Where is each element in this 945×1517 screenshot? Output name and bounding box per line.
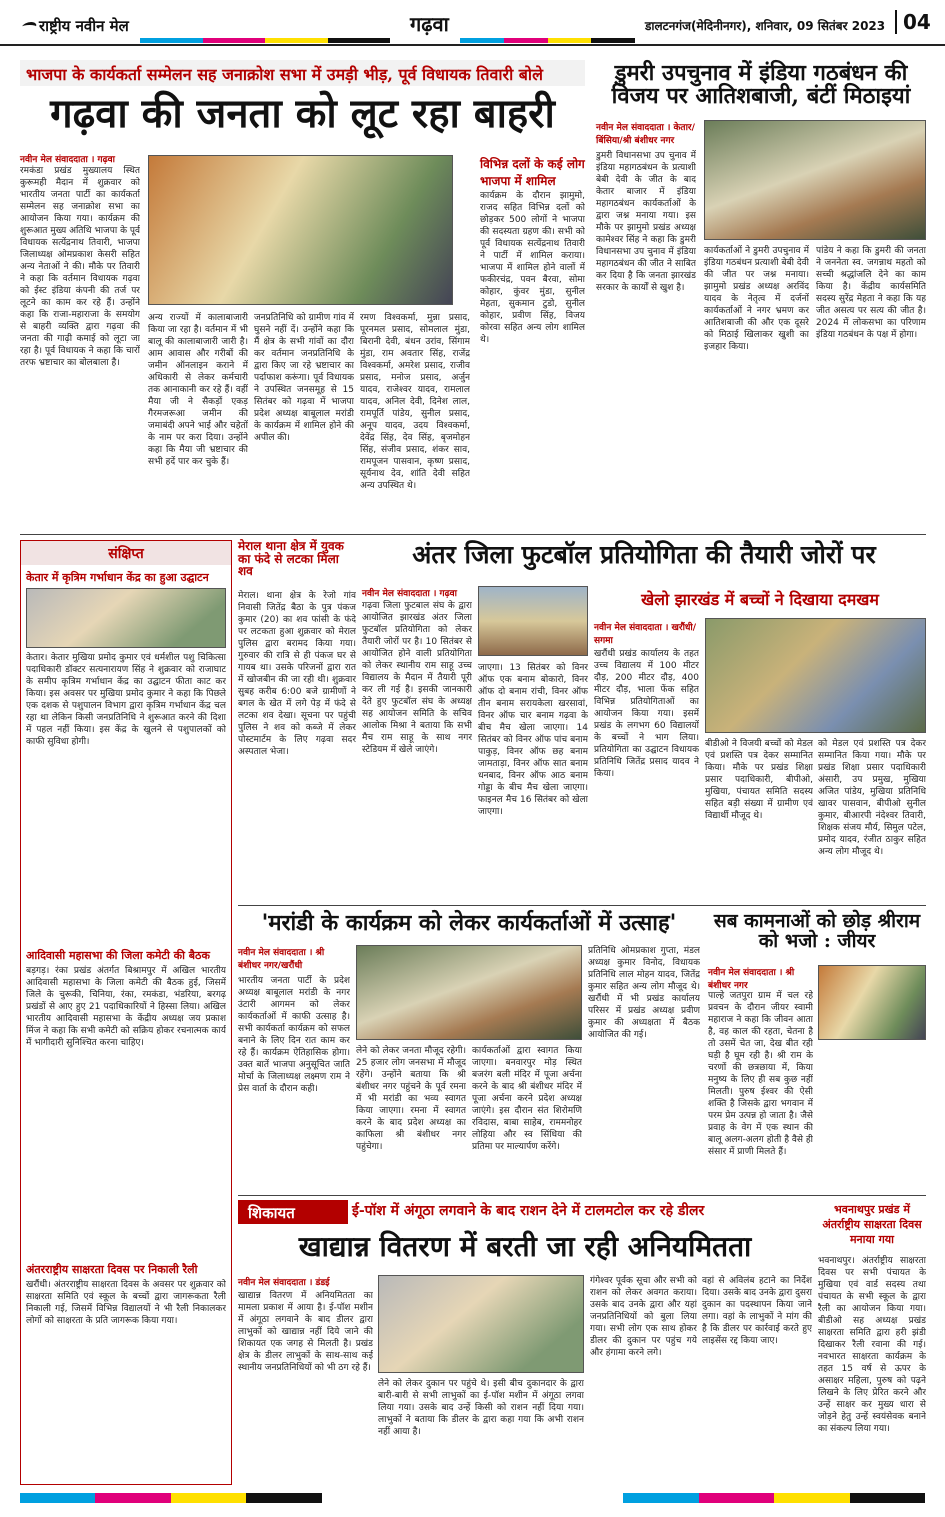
adivasi-body: बड़गड़। रंका प्रखंड अंतर्गत बिश्रामपुर में अखिल भारतीय आदिवासी महासभा के जिला कमेटी की बैठक हुई, जिसमें जिले के चुरूकी, चिनिया, रंका, रमकंडा, भंडरिया, बरगढ़ प्रखंडों से आए हुए 21 पदाधिकारियों ने हिस्सा लिया। अखिल भारतीय आदिवासी महासभा के केंद्रीय अध्यक्ष जय प्रकाश मिंज ने कहा कि सभी कमेटी को सक्रिय होकर रचनात्मक कार्य में भागीदारी सुनिश्चित करना चाहिए। <box>26 966 226 1048</box>
lead-subheading: विभिन्न दलों के कई लोग भाजपा में शामिल <box>480 157 585 188</box>
color-stripe-right <box>460 38 635 43</box>
khelo-photo <box>705 618 926 733</box>
khelo-col-1: खरौंधी प्रखंड कार्यालय के तहत उच्च विद्यालय में 100 मीटर दौड़, 200 मीटर दौड़, 400 मीटर दौड़, भाला फेंक सहित विभिन्न प्रतियोगिताओं का आयोजन किया गया। इसमें प्रखंड के लगभग 60 विद्यालयों के बच्चों ने भाग लिया। प्रतियोगिता का उद्घाटन विधायक प्रतिनिधि जितेंद्र प्रसाद यादव ने किया। <box>594 649 699 779</box>
khelo-byline: नवीन मेल संवाददाता । खरौंधी/सगमा <box>594 623 697 646</box>
dumri-col-1: डुमरी विधानसभा उप चुनाव में इंडिया महागठबंधन के प्रत्याशी बेबी देवी के जीत के बाद केतार बाजार में इंडिया महागठबंधन कार्यकर्ताओं के द्वारा जश्न मनाया गया। इस मौके पर झामुमो प्रखंड अध्यक्ष कामेश्वर सिंह ने कहा कि डुमरी विधानसभा उप चुनाव में इंडिया महागठबंधन की जीत ने साबित कर दिया है कि जनता झारखंड सरकार के कार्यों से खुश है। <box>596 151 696 293</box>
divider-3 <box>238 1195 926 1196</box>
page-number: 04 <box>895 10 931 34</box>
literacy-body: खरौंधी। अंतरराष्ट्रीय साक्षरता दिवस के अवसर पर शुक्रवार को साक्षरता समिति एवं स्कूल के बच्चों द्वारा जागरूकता रैली निकाली गई, जिसमें विभिन्न विद्यालयों ने भी रैली निकालकर लोगों को साक्षरता के प्रति जागरूक किया गया। <box>26 1280 226 1326</box>
lead-col-1: रमकंडा प्रखंड मुख्यालय स्थित कुरूमही मैदान में शुक्रवार को भारतीय जनता पार्टी का कार्यकर्ता सम्मेलन सह जनाक्रोश सभा का आयोजन किया गया। कार्यक्रम की शुरूआत मुख्य अतिथि भाजपा के पूर्व विधायक सत्येंद्रनाथ तिवारी, भाजपा जिलाध्यक्ष ओमप्रकाश केसरी सहित अन्य नेताओं ने की। मौके पर तिवारी ने कहा कि वर्तमान विधायक गढ़वा को ईस्ट इंडिया कंपनी की तर्ज पर लूटने का काम कर रहे हैं। उन्होंने कहा कि राजा-महाराजा के समयोग से बाहरी व्यक्ति द्वारा गढ़वा की जनता की गाढ़ी कमाई को लूटा जा रहा है। पूर्व विधायक ने कहा कि चारों तरफ भ्रष्टाचार का बोलबाला है। <box>20 166 140 368</box>
ration-kicker: शिकायत <box>238 1200 348 1224</box>
khelo-col-2: बीडीओ ने विजयी बच्चों को मेडल एवं प्रशस्ति पत्र देकर सम्मानित किया। मौके पर प्रखंड शिक्षा प्रसार पदाधिकारी, बीपीओ, मुखिया, पंचायत समिति सदस्य सहित बड़ी संख्या में ग्रामीण एवं विद्यार्थी मौजूद थे। <box>705 739 813 821</box>
ration-headline: खाद्यान्न वितरण में बरती जा रही अनियमितता <box>298 1230 752 1263</box>
marandi-col-2: लेने को लेकर जनता मौजूद रहेगी। 25 हजार लोग जनसभा में मौजूद रहेंगे। उन्होंने बताया कि श्री बंशीधर नगर पहुंचने के पूर्व रमना में भी मरांडी का भव्य स्वागत किया जाएगा। रमना में स्वागत करने के बाद प्रदेश अध्यक्ष का काफिला श्री बंशीधर नगर पहुंचेगा। <box>356 1046 466 1152</box>
ration-byline: नवीन मेल संवाददाता । डंडई <box>238 1278 330 1288</box>
bottom-color-bar <box>20 1493 925 1503</box>
section-title: गढ़वा <box>410 12 449 36</box>
lead-col-2: अन्य राज्यों में कालाबाजारी किया जा रहा है। वर्तमान में भी बालू की कालाबाजारी जारी है। आम आवास और गरीबों की जमीन ऑनलाइन कराने में अधिकारी से लेकर कर्मचारी तक आनाकानी कर रहे हैं। वहीं मैया जी ने सैकड़ों एकड़ गैरमजरूआ जमीन की जमाबंदी अपने भाई और चहेतों के नाम पर करा दिया। उन्होंने कहा कि मैया जी भ्रष्टाचार की सभी हदें पार कर चुके हैं। <box>148 313 248 467</box>
lead-headline: गढ़वा की जनता को लूट रहा बाहरी <box>50 90 555 137</box>
marandi-byline: नवीन मेल संवाददाता । श्री बंशीधर नगर/खरौंधी <box>238 948 325 971</box>
divider-2 <box>238 905 926 906</box>
marandi-col-4: प्रतिनिधि ओमप्रकाश गुप्ता, मंडल अध्यक्ष कुमार विनोद, विधायक प्रतिनिधि लाल मोहन यादव, जितेंद्र कुमार सहित अन्य लोग मौजूद थे। खरौंधी में भी प्रखंड कार्यालय परिसर में प्रखंड अध्यक्ष प्रवीण कुमार की अध्यक्षता में बैठक आयोजित की गई। <box>588 946 700 1040</box>
dateline: डालटनगंज(मेदिनीनगर), शनिवार, 09 सितंबर 2023 <box>645 19 886 33</box>
dumri-byline: नवीन मेल संवाददाता । केतार/बिंसिया/श्री बंशीधर नगर <box>596 123 695 146</box>
lead-col-3: जनप्रतिनिधि को ग्रामीण गांव में घुसने नहीं दें। उन्होंने कहा कि मैं क्षेत्र के सभी गांवों का दौरा कर वर्तमान जनप्रतिनिधि के द्वारा किए जा रहे भ्रष्टाचार का पर्दाफाश करूंगा। पूर्व विधायक ने उपस्थित जनसमूह से 15 सितंबर को गढ़वा में भाजपा प्रदेश अध्यक्ष बाबूलाल मरांडी के कार्यक्रम में शामिल होने की अपील की। <box>254 313 354 443</box>
football-col-2: जाएगा। 13 सितंबर को विनर ऑफ एक बनाम बोकारो, विनर ऑफ दो बनाम रांची, विनर ऑफ तीन बनाम सरायकेला खरसावां, विनर ऑफ चार बनाम गढ़वा के बीच मैच खेला जाएगा। 14 सितंबर को विनर ऑफ पांच बनाम पाकुड़, विनर ऑफ छह बनाम जामताड़ा, विनर ऑफ सात बनाम धनबाद, विनर ऑफ आठ बनाम गोड्डा के बीच मैच खेला जाएगा। फाइनल मैच 16 सितंबर को खेला जाएगा। <box>478 663 588 817</box>
ration-photo <box>378 1275 584 1373</box>
meral-body: मेराल। थाना क्षेत्र के रेजो गांव निवासी जितेंद्र बैठा के पुत्र पंकज कुमार (20) का शव फांसी के फंदे पर लटकता हुआ शुक्रवार को मेराल पुलिस द्वारा बरामद किया गया। गुरुवार की रात्रि से ही पंकज घर से गायब था। उसके परिजनों द्वारा रात में खोजबीन की जा रही थी। शुक्रवार सुबह करीब 6:00 बजे ग्रामीणों ने बगल के खेत में लगे पेड़ में फंदे से लटका शव देखा। सूचना पर पहुंची पुलिस ने शव को कब्जे में लेकर पोस्टमार्टम के लिए गढ़वा सदर अस्पताल भेजा। <box>238 591 356 757</box>
marandi-col-1: भारतीय जनता पार्टी के प्रदेश अध्यक्ष बाबूलाल मरांडी के नगर उंटारी आगमन को लेकर कार्यकर्ताओं में काफी उत्साह है। सभी कार्यकर्ता कार्यक्रम को सफल बनाने के लिए दिन रात काम कर रहे हैं। कार्यक्रम ऐतिहासिक होगा। उक्त बातें भाजपा अनुसूचित जाति मोर्चा के जिलाध्यक्ष लक्ष्मण राम ने प्रेस वार्ता के दौरान कही। <box>238 976 350 1094</box>
meral-headline: मेराल थाना क्षेत्र में युवक का फंदे से लटका मिला शव <box>238 539 344 579</box>
color-stripe-left <box>140 38 390 43</box>
divider-1 <box>20 534 926 535</box>
dumri-photo-1 <box>704 120 926 240</box>
logo-text: राष्ट्रीय नवीन मेल <box>39 17 129 35</box>
brief-photo <box>26 588 226 648</box>
ration-col-2: लेने को लेकर दुकान पर पहुंचे थे। इसी बीच दुकानदार के द्वारा बारी-बारी से सभी लाभुकों का ई-पॉश मशीन में अंगूठा लगवा लिया गया। उसके बाद उन्हें किसी को राशन नहीं दिया गया। लाभुकों ने बताया कि डीलर के द्वारा कहा गया कि अभी राशन नहीं आया है। <box>378 1379 584 1437</box>
shriram-headline: सब कामनाओं को छोड़ श्रीराम को भजो : जीयर <box>713 910 921 952</box>
shriram-byline: नवीन मेल संवाददाता । श्री बंशीधर नगर <box>708 968 795 991</box>
ration-col-4: वहां से अविलंब हटाने का निर्देश दिया। उसके बाद उनके द्वारा दुसरा दुकान का पदस्थापन किया जाने लगा। वहां के लाभुकों ने मांग की है कि डीलर पर कार्रवाई करते हुए लाइसेंस रद्द किया जाए। <box>702 1276 812 1346</box>
bhavnathpur-headline: भवनाथपुर प्रखंड में अंतर्राष्ट्रीय साक्षरता दिवस मनाया गया <box>822 1203 922 1246</box>
lead-photo-rally <box>148 155 453 305</box>
adivasi-headline: आदिवासी महासभा की जिला कमेटी की बैठक <box>26 949 210 962</box>
lead-col-5: रमण विश्वकर्मा, मुन्ना प्रसाद, पूरनमल प्रसाद, सोमलाल मुंडा, बिरानी देवी, बंधन उरांव, सिंगाम मुंडा, राम अवतार सिंह, राजेंद्र विश्वकर्मा, अमरेश प्रसाद, राजीव प्रसाद, मनोज प्रसाद, अर्जुन यादव, राजेश्वर यादव, रामलाल यादव, अनिल देवी, दिनेश लाल, रामपूर्ति पांडेय, सुनील प्रसाद, अनूप यादव, उदय विश्वकर्मा, देवेंद्र सिंह, देव सिंह, बृजमोहन सिंह, संजीव प्रसाद, शंकर साव, रामपूजन पासवान, कृष्ण प्रसाद, सूर्यनाथ देव, शांति देवी सहित अन्य उपस्थित थे। <box>360 313 470 491</box>
brief-headline: केतार में कृत्रिम गर्भाधान केंद्र का हुआ उद्घाटन <box>26 571 209 584</box>
marandi-headline: 'मरांडी के कार्यक्रम को लेकर कार्यकर्ताओं में उत्साह' <box>261 910 677 936</box>
marandi-photo <box>356 945 582 1040</box>
brief-box-title: संक्षिप्त <box>21 541 231 565</box>
ration-kicker-line: ई-पॉश में अंगूठा लगवाने के बाद राशन देने में टालमटोल कर रहे डीलर <box>352 1203 705 1219</box>
dumri-col-3: पांडेय ने कहा कि डुमरी की जनता ने जननेता स्व. जगन्नाथ महतो को सच्ची श्रद्धांजलि देने का काम किया है। केंद्रीय कार्यसमिति सदस्य सुरेंद्र मेहता ने कहा कि यह जीत असत्य पर सत्य की जीत है। 2024 में लोकसभा का परिणाम इंडिया गठबंधन के पक्ष में होगा। <box>816 246 926 340</box>
bhavnathpur-body: भवनाथपुर। अंतर्राष्ट्रीय साक्षरता दिवस पर सभी पंचायत के मुखिया एवं वार्ड सदस्य तथा पंचायत के सभी स्कूल के द्वारा रैली का आयोजन किया गया। बीडीओ सह अध्यक्ष प्रखंड साक्षरता समिति द्वारा हरी झंडी दिखाकर रैली रवाना की गई। नवभारत साक्षरता कार्यक्रम के तहत 15 वर्ष से ऊपर के असाक्षर महिला, पुरुष को पढ़ने लिखने के लिए प्रेरित करने और उन्हें साक्षर कर मुख्य धारा से जोड़ने हेतु उन्हें स्वयंसेवक बनाने का संकल्प लिया गया। <box>818 1256 926 1434</box>
brief-body: केतार। केतार मुखिया प्रमोद कुमार एवं धर्मशील पशु चिकित्सा पदाधिकारी डॉक्टर सत्यनारायण सिंह ने शुक्रवार को राजाघाट के समीप कृत्रिम गर्भाधान केंद्र का उद्घाटन फीता काट कर किया। इस अवसर पर मुखिया प्रमोद कुमार ने कहा कि पिछले एक दशक से पशुपालन विभाग द्वारा कृत्रिम गर्भाधान केंद्र चल रहा था लेकिन किसी जनप्रतिनिधि ने शुरूआत करने की दिशा में पहल नहीं किया। इस केंद्र के खुलने से पशुपालकों को काफी सुविधा होगी। <box>26 653 226 747</box>
khelo-headline: खेलो झारखंड में बच्चों ने दिखाया दमखम <box>641 590 879 609</box>
bird-icon <box>20 22 38 31</box>
shriram-photo <box>818 965 926 1040</box>
khelo-col-3: को मेडल एवं प्रशस्ति पत्र देकर सम्मानित किया गया। मौके पर प्रखंड शिक्षा प्रसार पदाधिकारी अंसारी, उप प्रमुख, मुखिया अजित पांडेय, मुखिया प्रतिनिधि खावर पासवान, बीपीओ सुनील कुमार, बीआरपी नंदेश्वर तिवारी, शिक्षक संजय मौर्य, सिमुल पटेल, प्रमोद यादव, रंजीत ठाकुर सहित अन्य लोग मौजूद थे। <box>818 739 926 857</box>
lead-byline: नवीन मेल संवाददाता । गढ़वा <box>20 155 115 165</box>
ration-col-3: गंगेश्वर पूर्वक सूचा और सभी को राशन को लेकर अवगत कराया। उसके बाद उनके द्वारा और यहां जनप्रतिनिधियों को बुला लिया गया। सभी लोग एक साथ होकर डीलर की दुकान पर पहुंच गये और हंगामा करने लगे। <box>590 1276 697 1358</box>
newspaper-logo <box>22 16 129 36</box>
shriram-body: पाल्हे जतपुरा ग्राम में चल रहे प्रवचन के दौरान जीयर स्वामी महाराज ने कहा कि जीवन आता है, वह काल की रहता, चेतना है तो उसमें चेत जा, देख बीत रही घड़ी है घूम रही है। श्री राम के चरणों की छत्रछाया में, किया मनुष्य के लिए ही सब कुछ नहीं मिलती। पुरुष ईश्वर की ऐसी शक्ति है जिसके द्वारा भगवान में परम प्रेम उत्पन्न हो जाता है। जैसे प्रवाह के वेग में एक स्थान की बालू अलग-अलग होती है वैसे ही संसार में प्राणी मिलते हैं। <box>708 991 813 1157</box>
football-col-1: गढ़वा जिला फुटबाल संघ के द्वारा आयोजित झारखंड अंतर जिला फुटबॉल प्रतियोगिता को लेकर तैयारी जोरों पर है। 10 सितंबर से आयोजित होने वाली प्रतियोगिता को लेकर स्थानीय राम साहू उच्च विद्यालय के मैदान में तैयारी पूरी कर ली गई है। इसकी जानकारी देते हुए फुटबॉल संघ के अध्यक्ष सह आयोजन समिति के सचिव आलोक मिश्रा ने बताया कि सभी मैच राम साहू के साथ नगर स्टेडियम में खेले जाएंगे। <box>362 601 472 755</box>
ration-col-1: खाद्यान्न वितरण में अनियमितता का मामला प्रकाश में आया है। ई-पॉश मशीन में अंगूठा लगवाने के बाद डीलर द्वारा लाभुकों को खाद्यान्न नहीं दिये जाने की शिकायत एक जगह से मिलती है। प्रखंड क्षेत्र के डीलर लाभुकों के साथ-साथ कई स्थानीय जनप्रतिनिधियों को भी ठग रहे हैं। <box>238 1291 373 1373</box>
literacy-headline: अंतरराष्ट्रीय साक्षरता दिवस पर निकाली रैली <box>26 1263 198 1276</box>
marandi-col-3: कार्यकर्ताओं द्वारा स्वागत किया जाएगा। बनवारपुर मोड़ स्थित बजरंग बली मंदिर में पूजा अर्चना करने के बाद श्री बंशीधर मंदिर में पूजा अर्चना करने प्रदेश अध्यक्ष जाएंगे। इस दौरान संत शिरोमणि रविदास, बाबा साहेब, राममनोहर लोहिया और स्व सिंधिया की प्रतिमा पर माल्यार्पण करेंगे। <box>472 1046 582 1152</box>
football-headline: अंतर जिला फुटबॉल प्रतियोगिता की तैयारी जोरों पर <box>412 540 876 569</box>
dumri-col-2: कार्यकर्ताओं ने डुमरी उपचुनाव में इंडिया गठबंधन प्रत्याशी बेबी देवी की जीत पर जश्न मनाया। झामुमो प्रखंड अध्यक्ष अरविंद यादव के नेतृत्व में दर्जनों कार्यकर्ताओं ने नगर भ्रमण कर आतिशबाजी की और एक दूसरे को मिठाई खिलाकर खुशी का इजहार किया। <box>704 246 809 352</box>
dumri-headline: डुमरी उपचुनाव में इंडिया गठबंधन की विजय पर आतिशबाजी, बंटीं मिठाइयां <box>611 60 911 110</box>
football-photo <box>478 586 588 656</box>
football-byline: नवीन मेल संवाददाता । गढ़वा <box>362 589 457 599</box>
lead-kicker: भाजपा के कार्यकर्ता सम्मेलन सह जनाक्रोश सभा में उमड़ी भीड़, पूर्व विधायक तिवारी बोले <box>20 60 585 86</box>
lead-col-4: कार्यक्रम के दौरान झामुमो, राजद सहित विभिन्न दलों को छोड़कर 500 लोगों ने भाजपा की सदस्यता ग्रहण की। सभी को पूर्व विधायक सत्येंद्रनाथ तिवारी ने पार्टी में शामिल कराया। भाजपा में शामिल होने वालों में फकीरचंद्र, पवन बैरवा, सोमा कोहार, कुंवर मुंडा, सुनील मेहता, सुकमान टुडो, सुनील कोहार, प्रवीण सिंह, विजय कोरवा सहित अन्य लोग शामिल थे। <box>480 191 585 345</box>
